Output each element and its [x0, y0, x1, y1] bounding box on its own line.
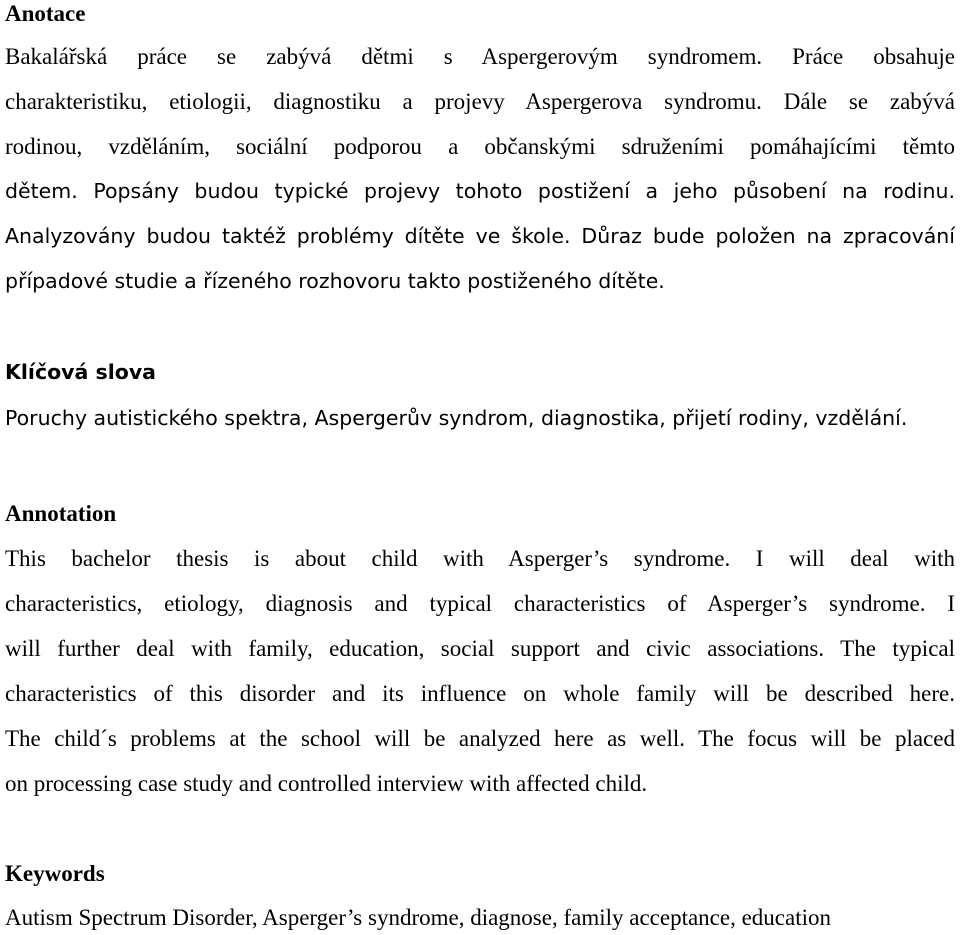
- anotace-line: případové studie a řízeného rozhovoru takto postiženého dítěte.: [5, 269, 665, 293]
- annotation-line: characteristics, etiology, diagnosis and typical characteristics of Asperger’s syndrome. I: [5, 591, 955, 616]
- annotation-paragraph: [5, 536, 955, 806]
- anotace-heading: Anotace: [5, 1, 86, 26]
- annotation-line: This bachelor thesis is about child with Asperger’s syndrome. I will deal with: [5, 546, 955, 571]
- anotace-paragraph: [5, 34, 955, 304]
- anotace-line: Analyzovány budou taktéž problémy dítěte ve škole. Důraz bude položen na zpracování: [5, 224, 955, 248]
- anotace-line: Bakalářská práce se zabývá dětmi s Aspergerovým syndromem. Práce obsahuje: [5, 44, 955, 69]
- anotace-line: rodinou, vzděláním, sociální podporou a občanskými sdruženími pomáhajícími těmto: [5, 134, 955, 159]
- annotation-heading: Annotation: [5, 501, 117, 526]
- keywords-text: Autism Spectrum Disorder, Asperger’s syndrome, diagnose, family acceptance, education: [5, 905, 832, 930]
- klicova-slova-heading: Klíčová slova: [5, 360, 157, 384]
- keywords-heading: Keywords: [5, 861, 105, 886]
- klicova-slova-text: Poruchy autistického spektra, Aspergerův syndrom, diagnostika, přijetí rodiny, vzdělání.: [5, 406, 908, 430]
- anotace-line: dětem. Popsány budou typické projevy tohoto postižení a jeho působení na rodinu.: [5, 179, 955, 203]
- annotation-line: will further deal with family, education, social support and civic associations. The typical: [5, 636, 955, 661]
- annotation-line: on processing case study and controlled interview with affected child.: [5, 771, 648, 796]
- annotation-line: The child´s problems at the school will be analyzed here as well. The focus will be placed: [5, 726, 955, 751]
- anotace-line: charakteristiku, etiologii, diagnostiku a projevy Aspergerova syndromu. Dále se zabývá: [5, 89, 955, 114]
- annotation-line: characteristics of this disorder and its influence on whole family will be described here.: [5, 681, 955, 706]
